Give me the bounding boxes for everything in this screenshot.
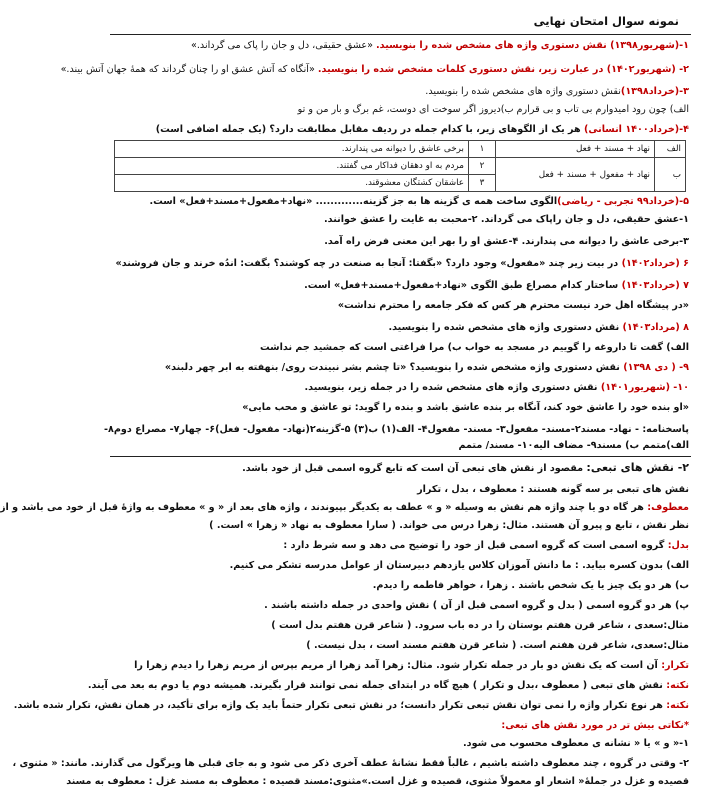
question-4: ۴-(خرداد۱۴۰۰ انسانی) هر یک از الگوهای زیر، با کدام جمله در ردیف مقابل مطابقت دارد؟ (یک جمله اضافی است) (155, 124, 689, 135)
section2-line: نکته: نقش های تبعی ( معطوف ،بدل و تکرار ) هیچ گاه در ابتدای جمله نمی توانند قرار بگیرند. همیشه دوم یا دوم به بعد می آیند. (87, 680, 689, 691)
title-divider (110, 34, 691, 35)
matching-table (114, 140, 686, 192)
question-5-options-a: ۱-عشق حقیقی، دل و جان راپاک می گرداند. ۲-محبت به غایت را عشق خوانند. (324, 214, 689, 225)
table-cell: ۳ (469, 175, 496, 192)
table-cell: ۱ (469, 141, 496, 158)
question-5-options-b: ۳-برخی عاشق را دیوانه می پندارند. ۴-عشق او را بهر این معنی فرض راه آمد. (324, 236, 689, 247)
question-1: ۱-(شهریور۱۳۹۸) نقش دستوری واژه های مشخص شده را بنویسید. «عشق حقیقی، دل و جان را پاک می گرداند.» (190, 40, 689, 51)
section2-line: مثال:سعدی ، شاعر قرن هفتم بوستان را در ده باب سرود. ( شاعر قرن هفتم بدل است ) (271, 620, 689, 631)
table-cell: نهاد + مسند + فعل (496, 141, 655, 158)
question-2: ۲- (شهریور۱۴۰۲) در عبارت زیر، نقش دستوری کلمات مشخص شده را بنویسید. «آنگاه که آتش عشق او را چنان گرداند که همهٔ جهان آتش بیند.» (60, 64, 689, 75)
question-10-text: «او بنده خود را عاشق خود کند، آنگاه بر بنده عاشق باشد و بنده را گوید: تو عاشق و محب مایی» (242, 402, 689, 413)
question-6: ۶ (خرداد۱۴۰۲) در بیت زیر چند «مفعول» وجود دارد؟ «بگفتا: آنجا به صنعت در چه کوشند؟ بگفت: اندُه خرند و جان فروشند» (115, 258, 689, 269)
table-row (115, 158, 686, 175)
page-title: نمونه سوال امتحان نهایی (533, 14, 679, 28)
table-cell: ب (655, 158, 686, 192)
section2-line: *نکاتی بیش تر در مورد نقش های تبعی: (501, 720, 689, 731)
table-cell: الف (655, 141, 686, 158)
question-3: ۳-(خرداد۱۳۹۸)نقش دستوری واژه های مشخص شده را بنویسید. (425, 86, 689, 97)
section2-line: ۲- وقتی در گروه ، چند معطوف داشته باشیم ، غالباً فقط نشانهٔ عطف آخری ذکر می شود و به جای قبلی ها ویرگول می گذارند. مانند: « مثنوی ، (12, 758, 689, 769)
section2-line: قصیده و غزل در جملهٔ« اشعار او معمولاً مثنوی، قصیده و غزل است.»مثنوی:مسند قصیده : معطوف به مسند غزل : معطوف به مسند (66, 776, 689, 787)
table-cell: مردم به او دهقان فداکار می گفتند. (115, 158, 469, 175)
question-9: ۹- ( دی ۱۳۹۸) نقش دستوری واژه مشخص شده را بنویسید؟ «تا چشم بشر نبیندت روی/ بنهفته به ابر چهر دلبند» (164, 362, 689, 373)
section2-line: بدل: گروه اسمی است که گروه اسمی قبل از خود را توضیح می دهد و سه شرط دارد : (283, 540, 689, 551)
section2-line: ۱-« و » یا « نشانه ی معطوف محسوب می شود. (463, 738, 689, 749)
section2-line: نظر نقش ، تابع و پیرو آن هستند. مثال: زهرا درس می خواند. ( سارا معطوف به نهاد « زهرا » است. ) (209, 520, 689, 531)
question-7: ۷ (خرداد۱۴۰۳) ساختار کدام مصراع طبق الگوی «نهاد+مفعول+مسند+فعل» است. (304, 280, 689, 291)
section2-line: ب) هر دو یک چیز یا یک شخص باشند . زهرا ، خواهر فاطمه را دیدم. (372, 580, 689, 591)
question-5: ۵-(خرداد۹۹ تجربی - ریاضی)الگوی ساخت همه ی گزینه ها به جز گزینه............. «نهاد+مفعول+مسند+فعل» است. (149, 196, 689, 207)
table-cell: عاشقان کشتگان معشوقند. (115, 175, 469, 192)
table-cell: ۲ (469, 158, 496, 175)
section2-line: الف) بدون کسره بیاید. : ما دانش آموزان کلاس یازدهم دبیرستان از عوامل مدرسه تشکر می کنیم. (229, 560, 689, 571)
table-cell: نهاد + مفعول + مسند + فعل (496, 158, 655, 192)
section2-line: نقش های تبعی بر سه گونه هستند : معطوف ، بدل ، تکرار (417, 484, 689, 495)
question-10: ۱۰- (شهریور۱۴۰۱) نقش دستوری واژه های مشخص شده را در جمله زیر، بنویسید. (304, 382, 689, 393)
table-row (115, 141, 686, 158)
answer-key-cont: الف)متمم ب) مسند۹- مضاف الیه۱۰- مسند/ متمم (458, 440, 689, 451)
section2-line: معطوف: هر گاه دو یا چند واژه هم نقش به وسیله « و » عطف به یکدیگر بپیوندند ، واژه های بعد از « و » معطوف به واژهٔ قبل از خود می باشد و از (0, 502, 689, 513)
question-7-verse: «در پیشگاه اهل خرد نیست محترم هر کس که فکر جامعه را محترم نداشت» (337, 300, 689, 311)
section2-line: مثال:سعدی، شاعر قرن هفتم است. ( شاعر قرن هفتم مسند است ، بدل نیست. ) (306, 640, 689, 651)
section2-line: تکرار: آن است که یک نقش دو بار در جمله تکرار شود. مثال: زهرا آمد زهرا از مریم بپرس از مریم زهرا را دیدم زهرا را (134, 660, 689, 671)
question-8: ۸ (مرداد۱۴۰۳) نقش دستوری واژه های مشخص شده را بنویسید. (388, 322, 689, 333)
answer-key: پاسخنامه: - نهاد- مسند۲-مسند- مفعول۳- مسند- مفعول۴- الف(۱) ب(۳) ۵-گزینه۲(نهاد- مفعول- فعل)۶- چهار۷- مصراع دوم۸- (104, 424, 689, 435)
section-divider (110, 456, 691, 457)
section2-title: ۲- نقش های تبعی: مقصود از نقش های تبعی آن است که تابع گروه اسمی قبل از خود باشد. (242, 461, 689, 474)
question-3-verses: الف) چون رود امیدوارم بی تاب و بی قرارم ب)دیروز اگر سوخت ای دوست، غم برگ و بار من و تو (297, 104, 689, 115)
section2-line: پ) هر دو گروه اسمی ( بدل و گروه اسمی قبل از آن ) نقش واحدی در جمله داشته باشند . (264, 600, 689, 611)
table-cell: برخی عاشق را دیوانه می پندارند. (115, 141, 469, 158)
question-8-verses: الف) گفت تا داروغه را گوییم در مسجد به خواب ب) مرا فراغتی است که جمشید جم نداشت (260, 342, 689, 353)
section2-line: نکته: هر نوع تکرار واژه را نمی توان نقش تبعی تکرار دانست؛ در نقش تبعی تکرار حتماً باید یک واژه برای تأکید، در همان نقش، تکرار شده باشد. (13, 700, 689, 711)
